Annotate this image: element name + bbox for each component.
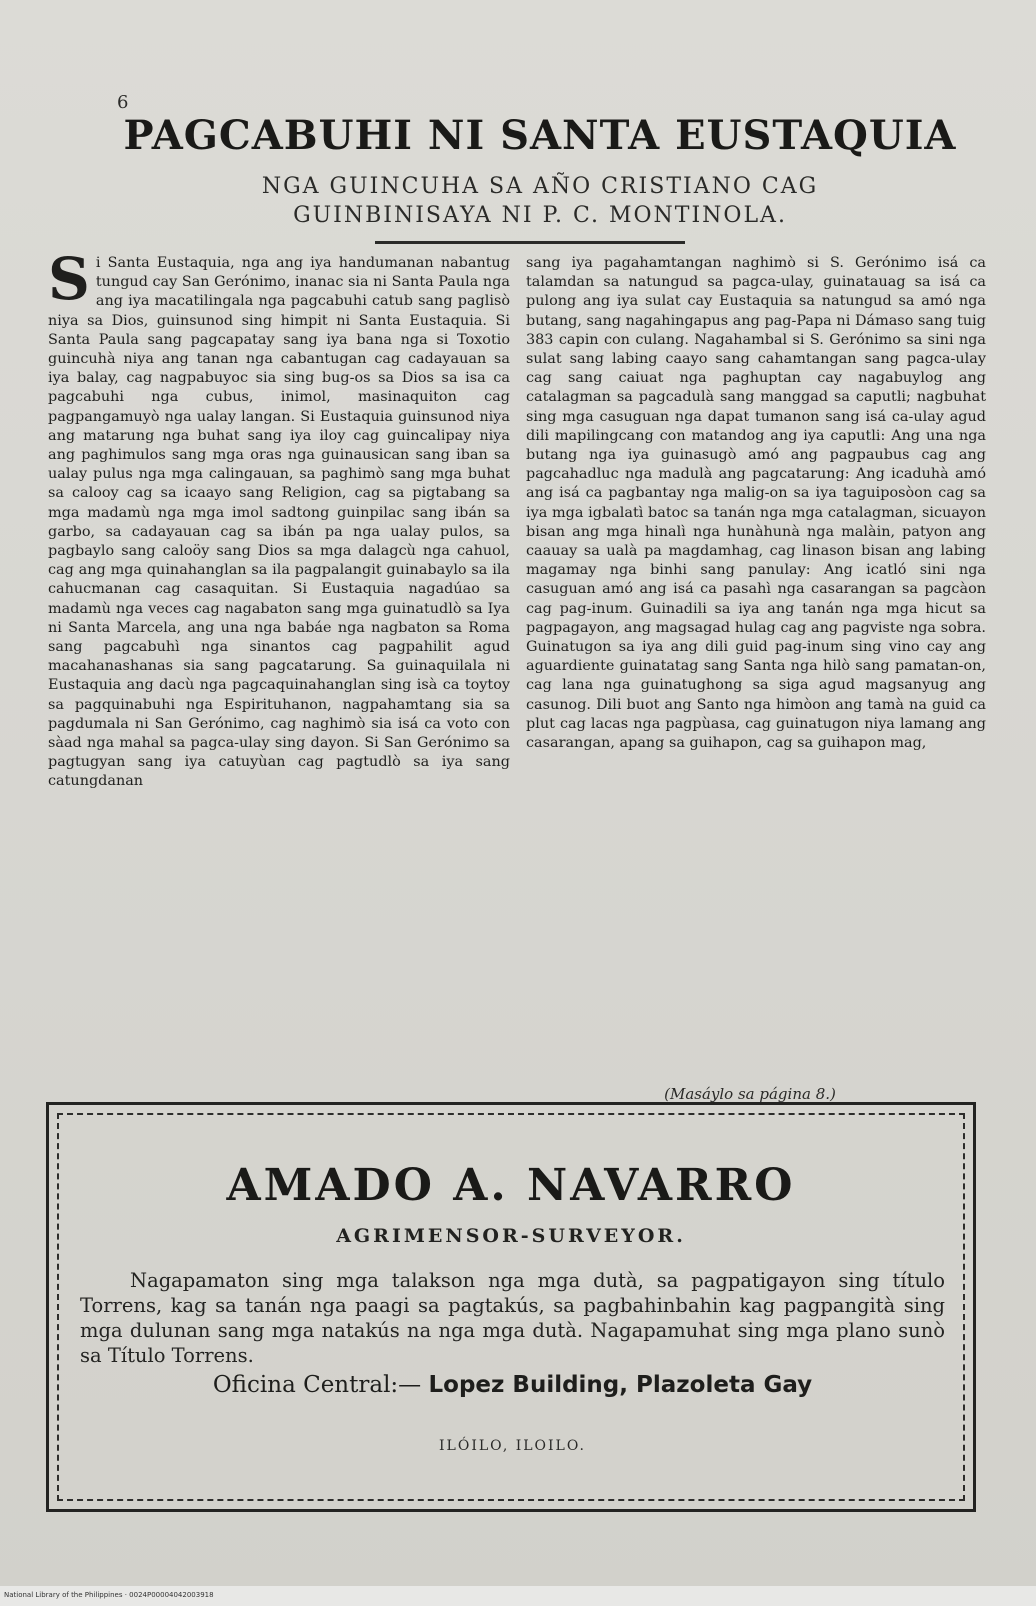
article-title: PAGCABUHI NI SANTA EUSTAQUIA bbox=[123, 112, 957, 159]
article-column-left bbox=[48, 245, 510, 1082]
advertiser-name: AMADO A. NAVARRO bbox=[226, 1160, 796, 1211]
advertisement-body: Nagapamaton sing mga talakson nga mga dutà, sa pagpatigayon sing título Torrens, kag sa tanán nga paagi sa pagtakús, sa pagbahinbahin kag pagpangità sing mga dulunan sang mga natakús na nga mga dutà. Nagapamuhat sing mga plano sunò sa Título Torrens. bbox=[80, 1269, 945, 1367]
article-subtitle-line1: NGA GUINCUHA SA AÑO CRISTIANO CAG bbox=[261, 174, 819, 199]
article-subtitle-line2: GUINBINISAYA NI P. C. MONTINOLA. bbox=[293, 203, 787, 228]
office-address: Lopez Building, Plazoleta Gay bbox=[428, 1372, 813, 1398]
continued-note: (Masáylo sa página 8.) bbox=[664, 1085, 836, 1103]
title-divider bbox=[375, 241, 685, 244]
drop-cap: S bbox=[48, 245, 90, 313]
advertiser-profession: AGRIMENSOR-SURVEYOR. bbox=[336, 1225, 686, 1247]
article-column-right: sang iya pagahamtangan naghimò si S. Gerónimo isá ca talamdan sa natungud sa pagca-ulay, guinatauag sa isá ca pulong ang iya sulat cay Eustaquia sa natungud sa amó nga butang, sang nagahingapus ang pag-Papa ni Dámaso sang tuig 383 capin con culang. Nagahambal si S. Gerónimo sa sini nga sulat sang labing caayo sang cahamtangan sang pagca-ulay cag sang caiuat nga paghuptan cay nagabuylog ang catalagman sa pagcadulà sang manggad sa caputli; nagbuhat sing mga casuguan nga dapat tumanon sang isá ca-ulay agud dili mapilingcang con matandog ang iya caputli: Ang una nga butang nga iya guinasugò amó ang pagpaubus cag ang pagcahadluc nga madulà ang pagcatarung: Ang icaduhà amó ang isá ca pagbantay nga malig-on sa iya taguiposòon cag sa iya mga igbalatì batoc sa tanán nga mga catalagman, sicuayon bisan ang mga hinalì nga hunàhunà nga malàin, patyon ang caauay sa ualà pa magdamhag, cag linason bisan ang labing magamay nga binhi sang panulay: Ang icatló sini nga casuguan amó ang isá ca pasahì nga casarangan sa pagcàon cag pag-inum. Guinadili sa iya ang tanán nga mga hicut sa pagpagayon, ang magsagad hulag cag ang pagviste nga sobra. Guinatugon sa iya ang dili guid pag-inum sing vino cay ang aguardiente guinatatag sang Santa nga hilò sang pamatan-on, cag lana nga guinatughong sa siga agud magsanyug ang casunog. Dili buot ang Santo nga himòon ang tamà na guid ca plut cag lacas nga pagpùasa, cag guinatugon niya lamang ang casarangan, apang sa guihapon, cag sa guihapon mag, bbox=[526, 255, 986, 752]
article-column-left-text: i Santa Eustaquia, nga ang iya handumanan nabantug tungud cay San Gerónimo, inanac sia ni Santa Paula nga ang iya macatilingala nga pagcabuhi catub sang paglisò niya sa Dios, guinsunod sing himpit ni Santa Eustaquia. Si Santa Paula sang pagcapatay sang iya bana nga si Toxotio guincuhà niya ang tanan nga cabantugan cag cadayauan sa iya balay, cag nagpabuyoc sia sing bug-os sa Dios sa isa ca pagcabuhi nga cubus, inimol, masinaquiton cag pagpangamuyò nga ualay langan. Si Eustaquia guinsunod niya ang matarung nga buhat sang iya iloy cag guincalipay niya ang paghimulos sang mga oras nga guinausican sang iban sa ualay pulus nga mga calingauan, sa paghimò sang mga buhat sa calooy cag sa icaayo sang Religion, cag sa pigtabang sa mga madamù nga mga imol sadtong guinpilac sang ibán sa garbo, sa cadayauan cag sa ibán pa nga ualay pulos, sa pagbaylo sang caloöy sang Dios sa mga dalagcù nga cahuol, cag ang mga quinahanglan sa ila pagpalangit guinabaylo sa ila cahucmanan cag casaquitan. Si Eustaquia nagadúao sa madamù nga veces cag nagabaton sang mga guinatudlò sa Iya ni Santa Marcela, ang una nga babáe nga nagbaton sa Roma sang pagcabuhì nga sinantos cag pagpahilit agud macahanashanas sia sang pagcatarung. Sa guinaquilala ni Eustaquia ang dacù nga pagcaquinahanglan sing isà ca toytoy sa pagquinabuhi nga Espirituhanon, nagpahamtang sia sa pagdumala ni San Gerónimo, cag naghimò sia isá ca voto con sàad nga mahal sa pagca-ulay sing dayon. Si San Gerónimo sa pagtugyan sang iya catuyùan cag pagtudlò sa iya sang catungdanan bbox=[48, 255, 510, 790]
advertisement-city: ILÓILO, ILOILO. bbox=[439, 1438, 586, 1454]
page-number: 6 bbox=[117, 92, 129, 113]
footer-credit: National Library of the Philippines · 0024P00004042003918 bbox=[4, 1591, 214, 1599]
office-label: Oficina Central:— bbox=[212, 1372, 422, 1398]
advertisement-office bbox=[80, 1372, 945, 1398]
